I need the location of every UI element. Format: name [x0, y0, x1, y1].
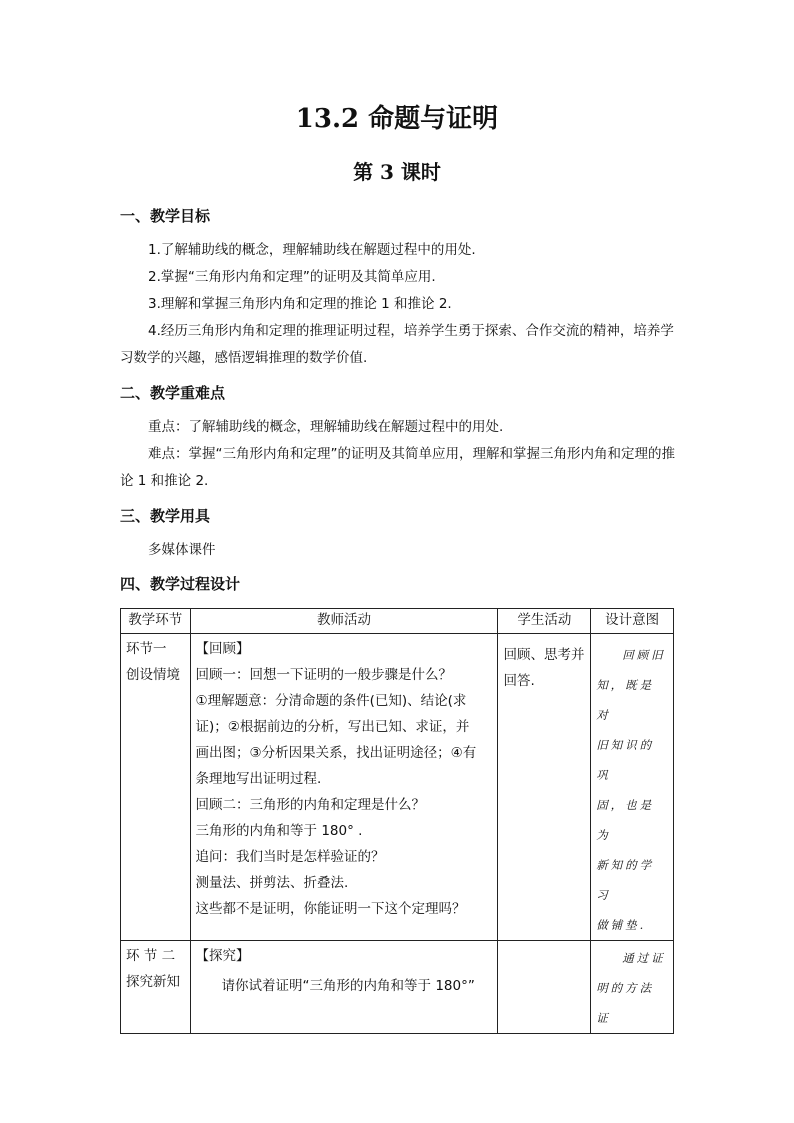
student-activity-cell — [498, 941, 591, 1034]
teacher-line: 这些都不是证明，你能证明一下这个定理吗？ — [195, 901, 466, 917]
goal-item: 4.经历三角形内角和定理的推理证明过程，培养学生勇于探索、合作交流的精神，培养学习数学的兴趣，感悟逻辑推理的数学价值. — [120, 323, 674, 366]
teacher-line: ①理解题意：分清命题的条件(已知)、结论(求 — [195, 693, 467, 709]
teacher-line: 追问：我们当时是怎样验证的？ — [195, 849, 385, 865]
teacher-line: 回顾一：回想一下证明的一般步骤是什么？ — [195, 667, 453, 683]
design-line: 通过证 — [622, 951, 666, 965]
design-line: 明的方法证 — [596, 981, 655, 1025]
column-header: 教师活动 — [190, 609, 498, 634]
teacher-line: 三角形的内角和等于 180° . — [195, 823, 363, 839]
goal-item: 1.了解辅助线的概念，理解辅助线在解题过程中的用处. — [148, 242, 476, 258]
design-line: 新知的学习 — [596, 858, 655, 902]
teacher-line: 条理地写出证明过程. — [195, 771, 322, 787]
stage-text: 环节一 — [126, 641, 167, 657]
teacher-line: 证)；②根据前边的分析，写出已知、求证，并 — [195, 719, 470, 735]
lesson-subtitle: 第 3 课时 — [353, 160, 441, 184]
section-heading-process: 四、教学过程设计 — [120, 575, 241, 593]
teacher-activity-cell — [190, 634, 498, 941]
stage-text: 创设情境 — [126, 667, 180, 683]
column-header: 教学环节 — [121, 609, 191, 634]
teacher-line: 画出图；③分析因果关系，找出证明途径；④有 — [195, 745, 477, 761]
design-intent-cell — [591, 941, 674, 1034]
teacher-line: 请你试着证明“三角形的内角和等于 180°” — [221, 978, 475, 994]
table-row — [121, 634, 674, 941]
column-header: 学生活动 — [498, 609, 591, 634]
teacher-activity-cell — [190, 941, 498, 1034]
table-row — [121, 941, 674, 1034]
student-line: 回顾、思考并 — [503, 647, 585, 663]
design-line: 做铺垫. — [596, 918, 647, 932]
lesson-process-table — [120, 608, 674, 1034]
stage-cell — [121, 634, 191, 941]
design-line: 固，也是为 — [596, 798, 655, 842]
design-line: 回顾旧 — [622, 648, 666, 662]
difficult-point-text: 难点：掌握“三角形内角和定理”的证明及其简单应用，理解和掌握三角形内角和定理的推论 1 和推论 2. — [120, 446, 675, 489]
key-point-text: 重点：了解辅助线的概念，理解辅助线在解题过程中的用处. — [148, 419, 504, 435]
goal-item: 2.掌握“三角形内角和定理”的证明及其简单应用. — [148, 269, 436, 285]
section-heading-goals: 一、教学目标 — [120, 207, 211, 225]
stage-text: 环 节 二 — [126, 948, 176, 964]
design-line: 旧知识的巩 — [596, 738, 655, 782]
goal-item: 3.理解和掌握三角形内角和定理的推论 1 和推论 2. — [148, 296, 452, 312]
student-line: 回答. — [503, 673, 535, 689]
student-activity-cell — [498, 634, 591, 941]
column-header: 设计意图 — [591, 609, 674, 634]
teacher-line: 【回顾】 — [195, 641, 250, 657]
table-header-row — [121, 609, 674, 634]
teacher-line: 回顾二：三角形的内角和定理是什么？ — [195, 797, 426, 813]
teacher-line: 测量法、拼剪法、折叠法. — [195, 875, 349, 891]
design-line: 知，既是对 — [596, 678, 655, 722]
stage-text: 探究新知 — [126, 974, 180, 990]
tools-text: 多媒体课件 — [148, 542, 216, 558]
section-heading-key-points: 二、教学重难点 — [120, 384, 226, 402]
document-title: 13.2 命题与证明 — [295, 104, 499, 134]
stage-cell — [121, 941, 191, 1034]
design-intent-cell — [591, 634, 674, 941]
section-heading-tools: 三、教学用具 — [120, 507, 211, 525]
teacher-line: 【探究】 — [195, 948, 250, 964]
